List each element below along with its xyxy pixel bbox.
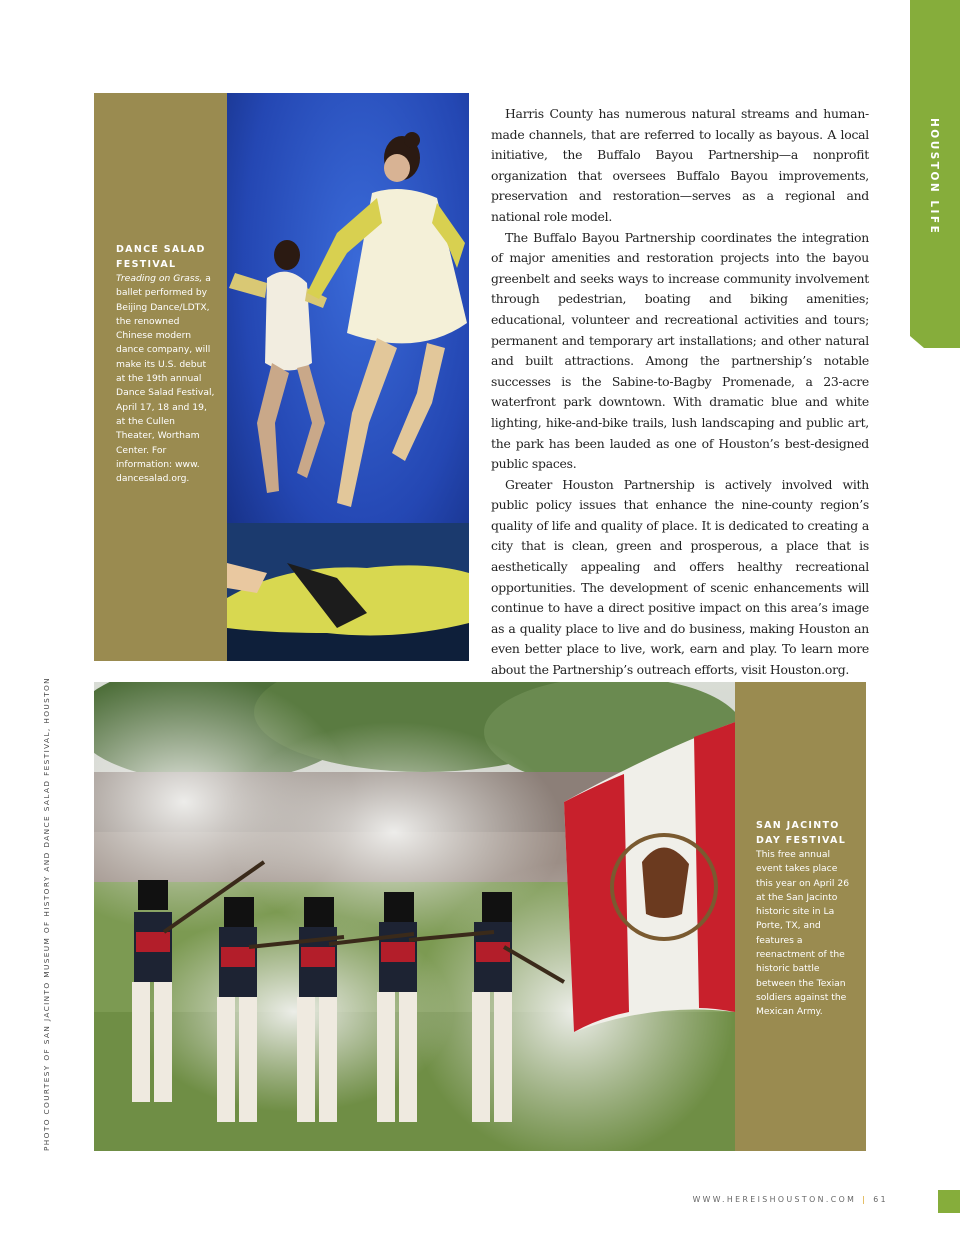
san-jacinto-caption-title: SAN JACINTO DAY FESTIVAL: [756, 820, 847, 846]
dance-photo: [227, 93, 469, 661]
article-body: [491, 104, 869, 681]
footer-url: WWW.HEREISHOUSTON.COM: [692, 1195, 857, 1204]
dance-caption-italic: Treading on Grass,: [116, 273, 203, 284]
reenactment-photo-illustration: [94, 682, 735, 1151]
page-footer: [693, 1195, 888, 1204]
page-number: 61: [873, 1195, 888, 1204]
section-tab-label: HOUSTON LIFE: [928, 118, 940, 236]
san-jacinto-caption: [756, 818, 856, 1020]
photo-credit: PHOTO COURTESY OF SAN JACINTO MUSEUM OF HISTORY AND DANCE SALAD FESTIVAL, HOUSTON: [42, 676, 51, 1151]
dance-caption-body: [116, 272, 216, 486]
dance-caption-text: a ballet performed by Beijing Dance/LDTX, the renowned Chinese modern dance company, will make its U.S. debut at the 19th annual Dance Salad Festival, April 17, 18 and 19, at the Cullen Theater, Wortham Center. For information: www. dancesalad.org.: [116, 273, 215, 485]
dance-caption: [116, 242, 216, 486]
article-paragraph-3: Greater Houston Partnership is actively involved with public policy issues that enhance the nine-county region’s quality of life and quality of place. It is dedicated to creating a city that is clean, green and prosperous, a place that is aesthetically appealing and offers healthy recreational opportunities. The development of scenic enhancements will continue to have a direct positive impact on this area’s image as a quality place to live and do business, making Houston an even better place to live, work, earn and play. To learn more about the Partnership’s outreach efforts, visit Houston.org.: [491, 476, 869, 678]
reenactment-photo: [94, 682, 735, 1151]
dance-photo-illustration: [227, 93, 469, 661]
san-jacinto-caption-body: This free annual event takes place this year on April 26 at the San Jacinto historic site in La Porte, TX, and features a reenactment of the historic battle between the Texian soldiers against the Mexican Army.: [756, 849, 850, 1018]
article-paragraph-2: The Buffalo Bayou Partnership coordinates the integration of major amenities and restoration projects into the bayou greenbelt and seeks ways to increase community involvement through pedestrian, boating and biking amenities; educational, volunteer and recreational activities and tours; permanent and temporary art installations; and other natural and built attractions. Among the partnership’s notable successes is the Sabine-to-Bagby Promenade, a 23-acre waterfront park downtown. With dramatic blue and white lighting, hike-and-bike trails, lush landscaping and public art, the park has been lauded as one of Houston’s best-designed public spaces.: [491, 229, 869, 472]
footer-separator: |: [862, 1195, 868, 1204]
article-paragraph-1: Harris County has numerous natural streams and human-made channels, that are referred to locally as bayous. A local initiative, the Buffalo Bayou Partnership—a nonprofit organization that oversees Buffalo Bayou improvements, preservation and restoration—serves as a regional and national role model.: [491, 106, 869, 224]
corner-marker: [938, 1190, 960, 1213]
dance-caption-title: DANCE SALAD FESTIVAL: [116, 244, 206, 270]
